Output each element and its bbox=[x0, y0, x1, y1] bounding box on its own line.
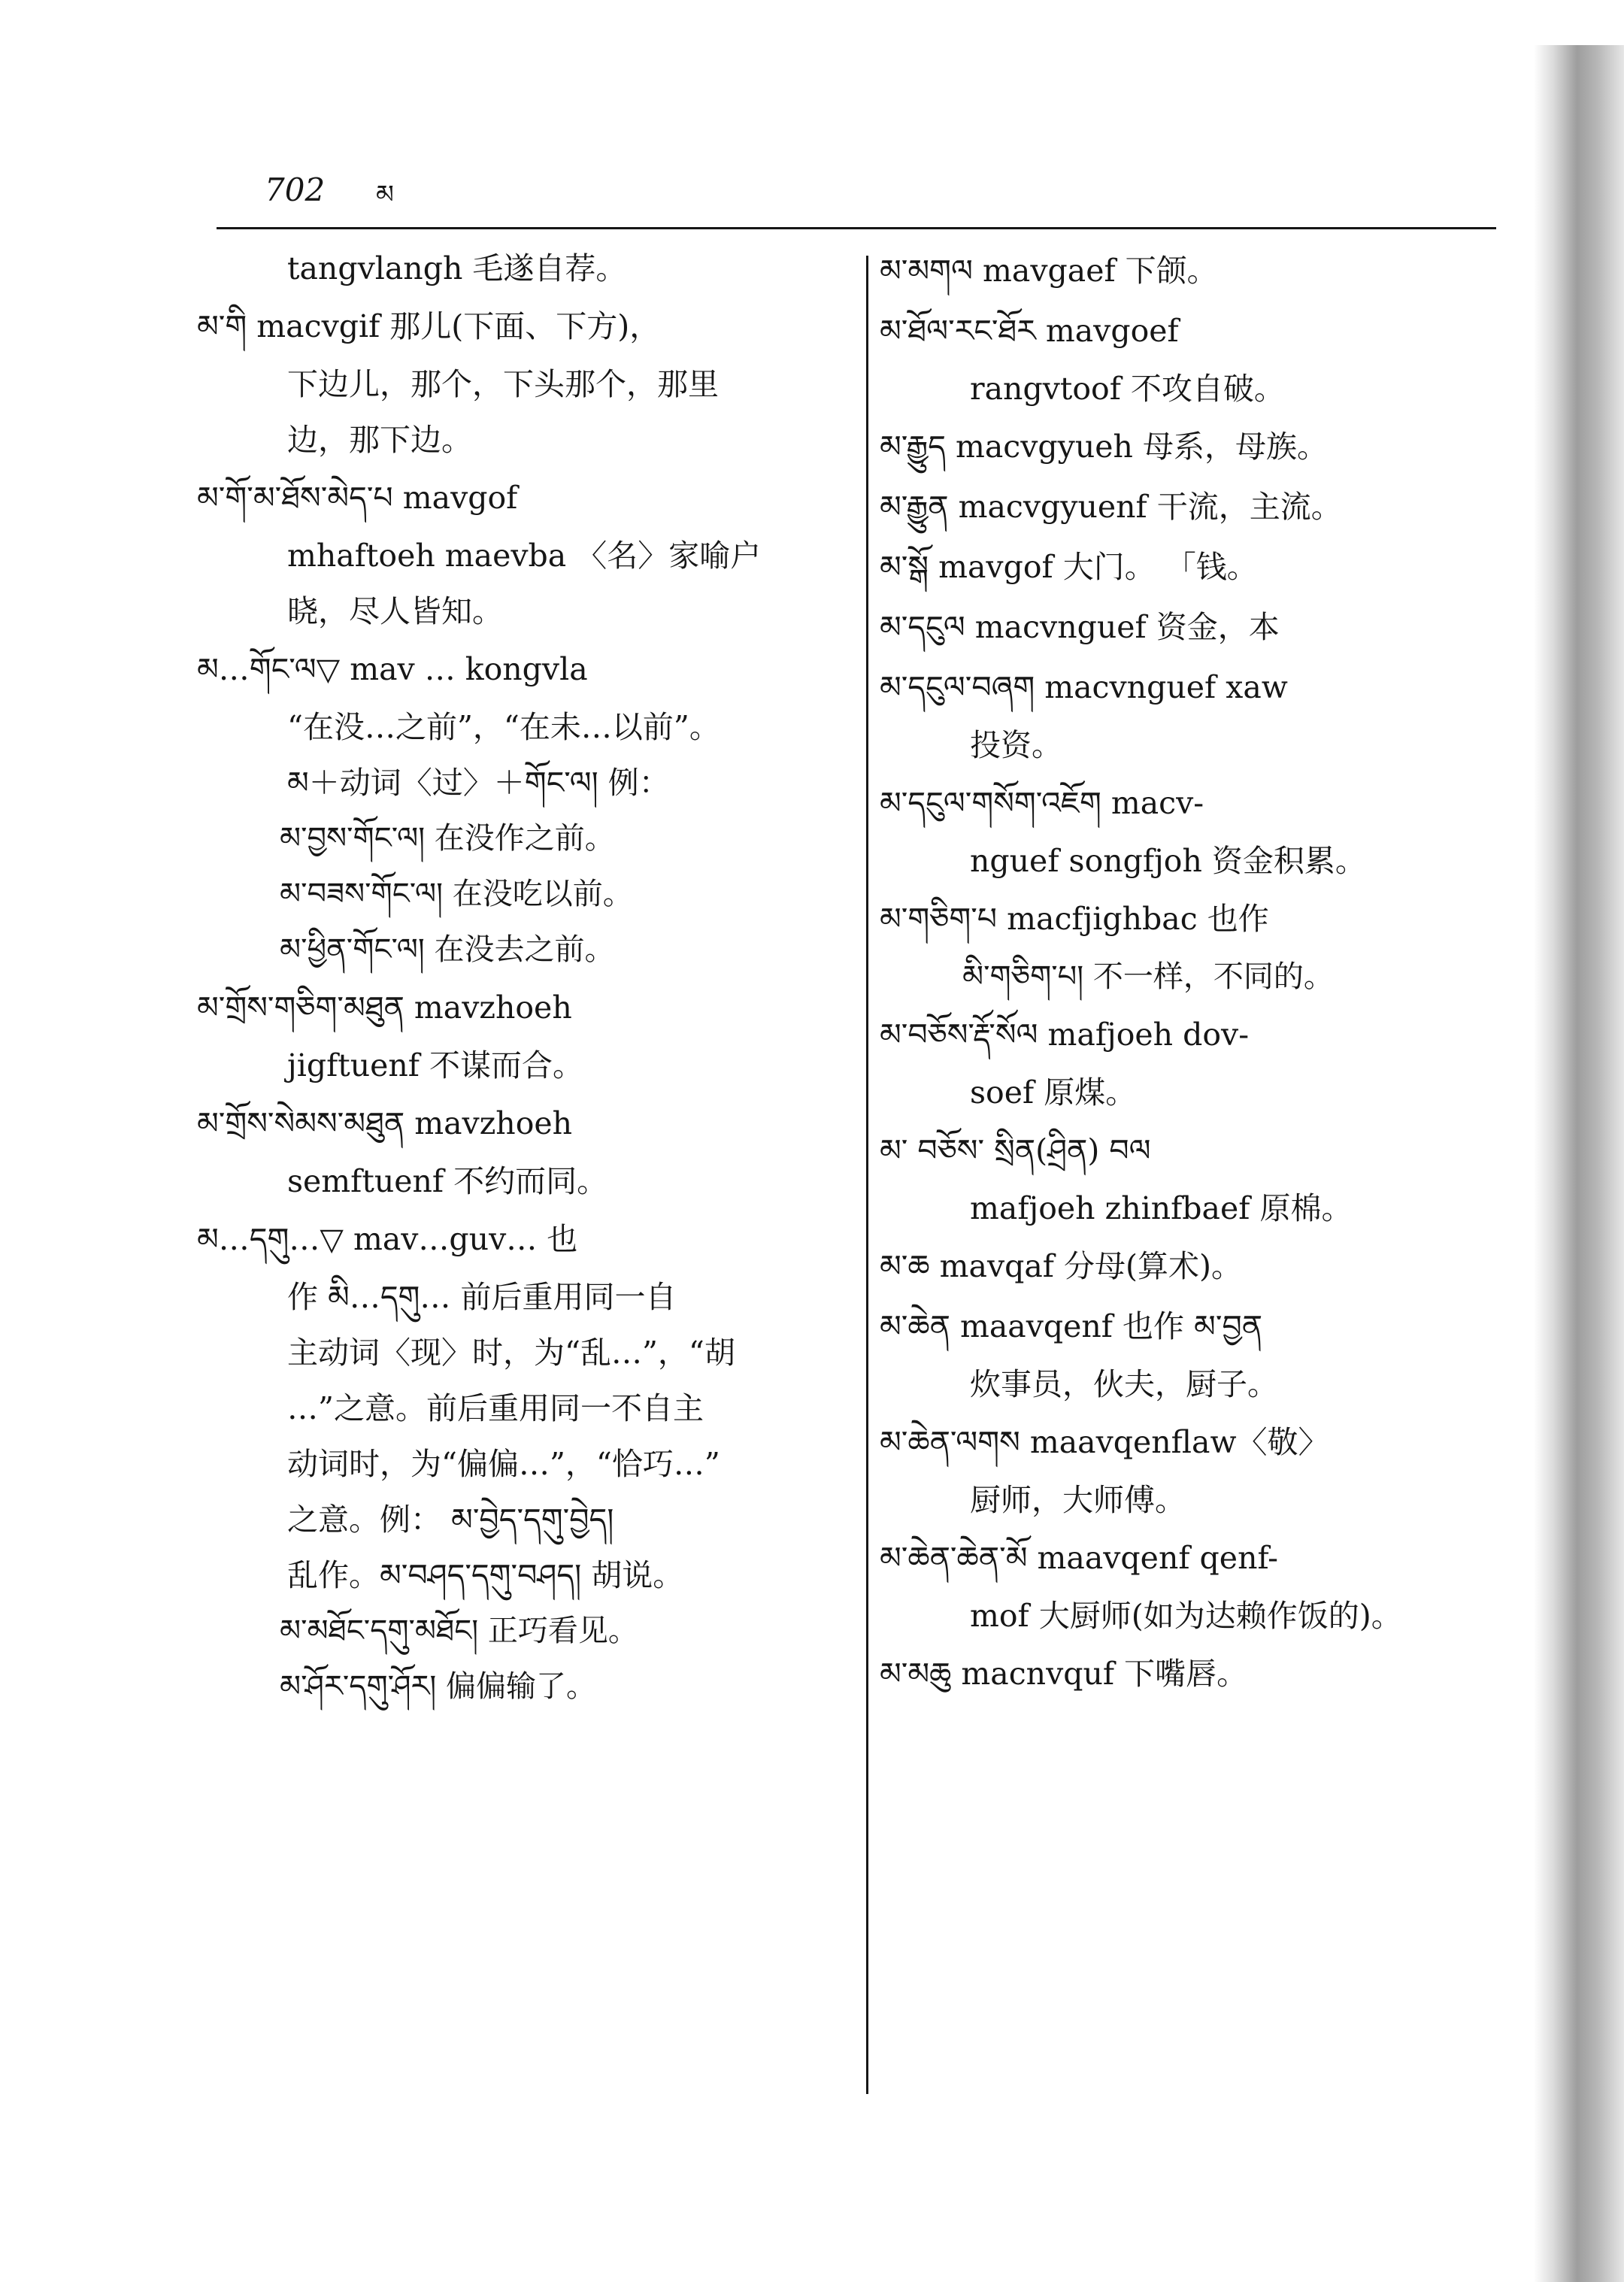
entry-headword-line: མ་རྒྱུན macvgyuenf 干流，主流。 bbox=[880, 489, 1342, 525]
page-number: 702 bbox=[265, 171, 326, 208]
example-line: མ་བྱས་གོང་ལ། 在没作之前。 bbox=[280, 821, 615, 856]
definition-line: …”之意。前后重用同一不自主 bbox=[287, 1390, 704, 1426]
definition-line: 厨师，大师傅。 bbox=[970, 1482, 1186, 1518]
example-line: མ་བཟས་གོང་ལ། 在没吃以前。 bbox=[280, 877, 633, 911]
definition-line: mhaftoeh maevba 〈名〉家喻户 bbox=[287, 538, 762, 574]
example-line: མི་གཅིག་པ། 不一样，不同的。 bbox=[962, 959, 1334, 994]
book-spine-shadow bbox=[1534, 45, 1624, 2282]
entry-headword-line: མ་དངུལ macvnguef 资金，本 bbox=[880, 609, 1280, 645]
entry-headword-line: མ་རྒྱུད macvgyueh 母系，母族。 bbox=[880, 429, 1328, 465]
section-letter: མ bbox=[376, 180, 394, 210]
example-line: མ་ཤོར་དགུ་ཤོར། 偏偏输了。 bbox=[280, 1669, 596, 1704]
entry-headword-line: མ་གྲོས་གཅིག་མཐུན mavzhoeh bbox=[197, 989, 572, 1026]
definition-line: mafjoeh zhinfbaef 原棉。 bbox=[970, 1190, 1353, 1226]
entry-headword-line: མ་གོ་མ་ཐོས་མེད་པ mavgof bbox=[197, 480, 518, 516]
entry-headword-line: མ་སྒོ mavgof 大门。 「钱。 bbox=[880, 549, 1258, 585]
column-divider bbox=[866, 256, 868, 2094]
definition-line: 投资。 bbox=[970, 727, 1062, 763]
definition-line: 边，那下边。 bbox=[287, 422, 472, 458]
definition-line: 主动词〈现〉时，为“乱…”，“胡 bbox=[287, 1335, 735, 1371]
definition-line: 动词时，为“偏偏…”，“恰巧…” bbox=[287, 1446, 720, 1482]
definition-line: rangvtoof 不攻自破。 bbox=[970, 371, 1285, 407]
definition-line: 作 མི…དགུ… 前后重用同一自 bbox=[287, 1279, 677, 1315]
entry-headword-line: མ་དངུལ་བཞག macvnguef xaw bbox=[880, 669, 1288, 705]
definition-line: 炊事员，伙夫，厨子。 bbox=[970, 1366, 1278, 1402]
entry-headword-line: མ…དགུ…▽ mav…guv… 也 bbox=[197, 1221, 578, 1257]
header-rule bbox=[217, 227, 1496, 229]
entry-headword-line: མ་ཆེན maavqenf 也作 མ་བྱན bbox=[880, 1308, 1263, 1344]
definition-line: 下边儿，那个，下头那个，那里 bbox=[287, 366, 719, 402]
definition-line: 之意。例： མ་བྱེད་དགུ་བྱེད། bbox=[287, 1502, 614, 1538]
definition-line: soef 原煤。 bbox=[970, 1074, 1137, 1111]
left-column bbox=[197, 241, 814, 1714]
definition-line: nguef songfjoh 资金积累。 bbox=[970, 843, 1366, 879]
definition-line: semftuenf 不约而同。 bbox=[287, 1163, 608, 1199]
definition-line: 乱作。མ་བཤད་དགུ་བཤད། 胡说。 bbox=[287, 1557, 684, 1593]
entry-headword-line: མ་གཅིག་པ macfjighbac 也作 bbox=[880, 901, 1269, 937]
entry-headword-line: མ་མགལ mavgaef 下颌。 bbox=[880, 253, 1218, 289]
entry-headword-line: མ་བཅོས་རྡོ་སོལ mafjoeh dov- bbox=[880, 1017, 1250, 1053]
definition-line: མ＋动词〈过〉＋གོང་ལ། 例： bbox=[287, 765, 670, 801]
entry-headword-line: མ་ཆེན་ལགས maavqenflaw〈敬〉 bbox=[880, 1424, 1329, 1460]
example-line: མ་མཐོང་དགུ་མཐོང། 正巧看见。 bbox=[280, 1614, 638, 1648]
example-line: མ་ཕྱིན་གོང་ལ། 在没去之前。 bbox=[280, 932, 615, 967]
entry-headword-line: མ་ བཅོས་ སྲིན(ཤྲིན) བལ bbox=[880, 1132, 1151, 1168]
definition-line: “在没…之前”，“在未…以前”。 bbox=[287, 709, 720, 745]
definition-line: jigftuenf 不谋而合。 bbox=[287, 1047, 584, 1083]
entry-headword-line: མ་གི macvgif 那儿(下面、下方)， bbox=[197, 308, 661, 344]
entry-headword-line: མ་མཆུ macnvquf 下嘴唇。 bbox=[880, 1656, 1248, 1692]
entry-headword-line: མ་ཆེན་ཆེན་མོ maavqenf qenf- bbox=[880, 1540, 1279, 1576]
entry-headword-line: མ་གྲོས་སེམས་མཐུན mavzhoeh bbox=[197, 1105, 573, 1141]
entry-headword-line: མ་ཐོལ་རང་ཐོར mavgoef bbox=[880, 313, 1179, 349]
definition-line: 晓，尽人皆知。 bbox=[287, 593, 503, 629]
entry-headword-line: མ་དངུལ་གསོག་འཇོག macv- bbox=[880, 785, 1204, 821]
right-column bbox=[880, 241, 1496, 1704]
entry-headword-line: མ…གོང་ལ▽ mav … kongvla bbox=[197, 651, 588, 687]
entry-headword-line: མ་ཆ mavqaf 分母(算术)。 bbox=[880, 1248, 1242, 1284]
definition-line: tangvlangh 毛遂自荐。 bbox=[287, 250, 627, 286]
definition-line: mof 大厨师(如为达赖作饭的)。 bbox=[970, 1598, 1402, 1634]
